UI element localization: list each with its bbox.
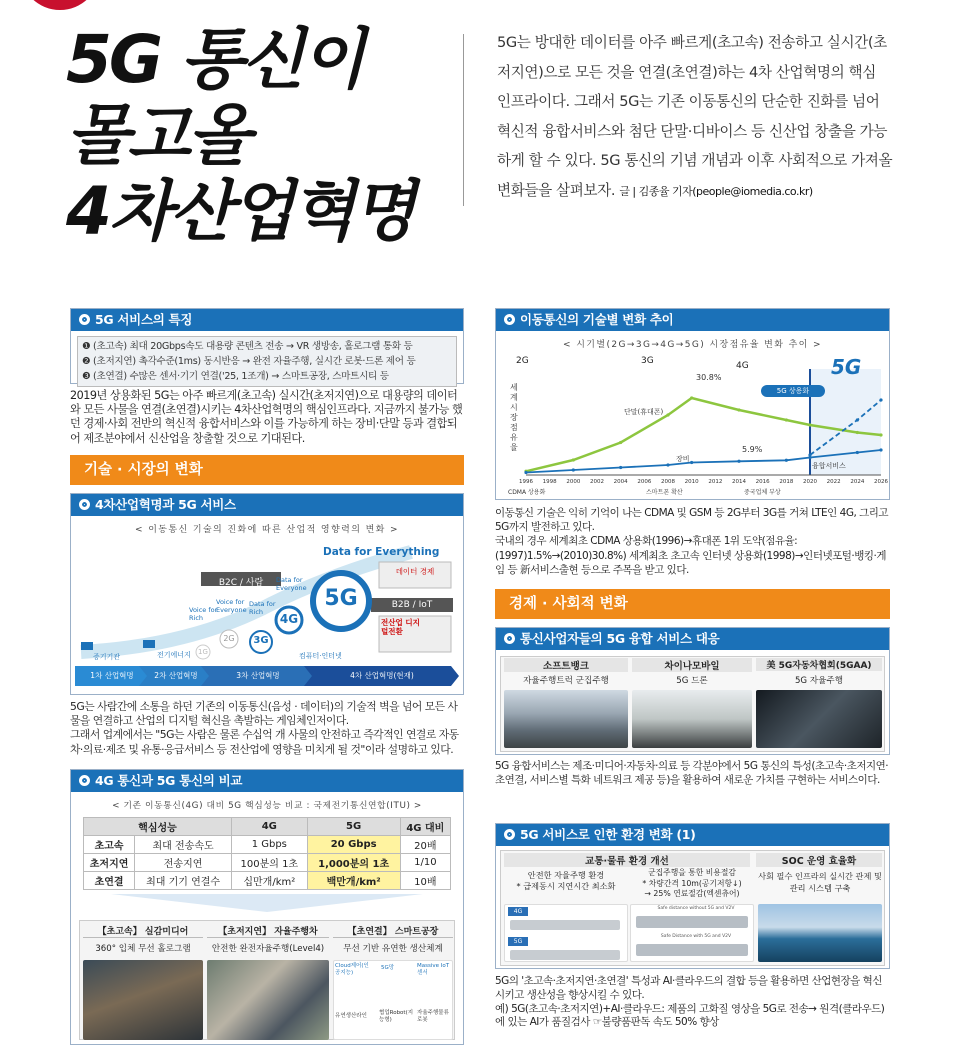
data-point	[737, 460, 740, 463]
revolution-panel	[70, 493, 464, 695]
x-tick-label: 2026	[874, 479, 888, 485]
revolution-heading-text: 4차산업혁명과 5G 서비스	[95, 497, 236, 512]
label-data-everyone: Data for Everyone	[276, 576, 307, 592]
table-cell: 1 Gbps	[231, 836, 307, 854]
env-item: 사회 필수 인프라의 실시간 관제 및 관리 시스템 구축	[758, 871, 882, 893]
series-label: 장비	[676, 455, 690, 463]
series-label: 융합서비스	[812, 462, 846, 470]
features-heading	[71, 309, 463, 331]
card-desc: 무선 기반 유연한 생산체계	[343, 944, 443, 954]
data-point	[737, 408, 740, 411]
drone-photo	[632, 690, 752, 748]
revolution-subtitle: < 이동통신 기술의 진화에 따른 산업적 영향력의 변화 >	[135, 525, 399, 535]
x-tick-label: 2006	[637, 479, 652, 485]
era-4: 4차 산업혁명(현재)	[350, 671, 414, 680]
company-service: 자율주행트럭 군집주행	[523, 676, 609, 686]
pct-label: 30.8%	[696, 373, 722, 382]
feature-item: ❷ (초저지연) 촉각수준(1ms) 동시반응 → 완전 자율주행, 실시간 로봇·드론 제어 등	[82, 356, 416, 367]
x-tick-label: 2022	[826, 479, 841, 485]
autonomous-car-photo	[207, 960, 329, 1040]
env-heading	[496, 824, 889, 846]
electric-icon	[143, 640, 155, 648]
table-cell: 최대 전송속도	[135, 836, 232, 854]
table-cell: 1,000분의 1초	[307, 854, 400, 872]
col-header: 핵심성능	[84, 818, 232, 836]
hologram-photo	[83, 960, 203, 1040]
gen-3g: 3G	[253, 635, 269, 646]
diagram-caption: Safe distance without 5G and V2V	[657, 906, 735, 911]
trend-body: 이동통신 기술은 익히 기억이 나는 CDMA 및 GSM 등 2G부터 3G를 거쳐 LTE인 4G, 그리고 5G까지 발전하고 있다. 국내의 경우 세계최초 CDMA 상용화(1996)→휴대폰 1위 도약(점유율:(1997)1.5%→(2010)30.8%) 세계최초 초고속 인터넷 상용화(1998)→인터넷포털·뱅킹·게임 등 新서비스출현 등으로 주목을 받고 있다.	[495, 507, 889, 576]
data-point	[666, 463, 669, 466]
era-2: 2차 산업혁명	[154, 671, 198, 680]
table-cell: 전송지연	[135, 854, 232, 872]
card-desc: 안전한 완전자율주행(Level4)	[211, 944, 325, 954]
data-point	[879, 433, 882, 436]
trend-panel	[495, 308, 890, 500]
gen-4g: 4G	[279, 612, 299, 626]
factory-label: Massive IoT센서	[417, 963, 450, 976]
road-platoon-2	[636, 944, 748, 956]
table-cell: 최대 기기 연결수	[135, 872, 232, 890]
corner-decoration	[20, 0, 100, 10]
era-1: 1차 산업혁명	[90, 671, 134, 680]
label-data-everything: Data for Everything	[323, 546, 440, 558]
table-row	[84, 854, 451, 872]
table-cell: 백만개/km²	[307, 872, 400, 890]
env-body: 5G의 '초고속·초저지연·초연결' 특성과 AI·클라우드의 결합 등을 활용하면 산업현장을 혁신시키고 생산성을 향상시킬 수 있다. 예) 5G(초고속·초저지연)+AI·클라우드: 제품의 고화질 영상을 5G로 전송→ 원격(클라우드)에 있는 AI가 품질검사 ☞불량품판독 속도 50% 향상	[495, 975, 885, 1029]
data-point	[785, 418, 788, 421]
gen-label: 4G	[736, 361, 749, 371]
compare-table	[83, 817, 451, 890]
feature-item: ❶ (초고속) 최대 20Gbps속도 대용량 콘텐츠 전송 → VR 생방송, 홀로그램 통화 등	[82, 341, 413, 352]
data-point	[690, 461, 693, 464]
col-header: 4G	[231, 818, 307, 836]
env-column-header: 교통·물류 환경 개선	[504, 853, 750, 867]
x-tick-label: 2020	[803, 479, 817, 485]
data-point	[808, 423, 811, 426]
env-heading-text: 5G 서비스로 인한 환경 변화 (1)	[520, 827, 696, 842]
operators-heading-text: 통신사업자들의 5G 융합 서비스 대응	[520, 631, 720, 646]
x-tick-label: 2014	[732, 479, 746, 485]
commercial-badge: 5G 상용화	[761, 385, 825, 397]
title-line-3: 4차산업혁명	[66, 173, 413, 250]
data-point	[690, 396, 693, 399]
env-item: 군집주행을 통한 비용절감 * 차량간격 10m(공기저항↓) → 25% 연료절감(엑센츄어)	[642, 868, 742, 898]
data-point	[856, 431, 859, 434]
gen-label: 2G	[516, 356, 529, 366]
milestone-label: 중국업체 부상	[744, 489, 781, 496]
factory-label: 자율주행물류로봇	[417, 1010, 449, 1023]
operators-heading	[496, 628, 889, 650]
table-cell: 100분의 1초	[231, 854, 307, 872]
x-tick-label: 2004	[613, 479, 628, 485]
revolution-body: 5G는 사람간에 소통을 하던 기존의 이동통신(음성 · 데이터)의 기술적 벽을 넘어 모든 사물을 연결하고 산업의 디지털 혁신을 촉발하는 게임체인저이다. 그래서 업계에서는 "5G는 사람은 물론 수십억 개 사물의 안전하고 즉각적인 연결로 자동차·의료·제조 및 유통·응급서비스 등 전산업에 영향을 미치게 될 것"이라 설명하고 있다.	[70, 700, 459, 756]
gen-1g: 1G	[198, 648, 208, 656]
steam-icon	[81, 642, 93, 650]
factory-label: 유연생산라인	[335, 1013, 367, 1019]
5g-logo: 5G	[831, 355, 862, 379]
trend-ylabel: 세계시장점유율	[510, 383, 518, 452]
compare-heading	[71, 770, 463, 792]
series-label: 단말(휴대폰)	[624, 408, 664, 416]
table-cell: 초고속	[84, 836, 135, 854]
table-row	[84, 872, 451, 890]
env-item: 안전한 자율주행 환경 * 급제동시 지연시간 최소화	[516, 870, 616, 891]
infrastructure-drone-photo	[758, 904, 882, 962]
data-point	[572, 458, 575, 461]
label-data-rich: Data for Rich	[249, 600, 276, 616]
table-cell: 10배	[400, 872, 450, 890]
road-5g	[510, 950, 620, 960]
label-electric: 전기에너지	[157, 651, 191, 659]
pct-label: 5.9%	[742, 445, 763, 454]
truck-platoon-photo	[504, 690, 628, 748]
gen-label: 3G	[641, 356, 654, 366]
env-column-header: SOC 운영 효율화	[756, 853, 882, 867]
table-cell: 20 Gbps	[307, 836, 400, 854]
company-service: 5G 드론	[676, 676, 708, 686]
data-point	[856, 418, 859, 421]
table-cell: 초저지연	[84, 854, 135, 872]
intro-text: 5G는 방대한 데이터를 아주 빠르게(초고속) 전송하고 실시간(초저지연)으로 모든 것을 연결(초연결)하는 4차 산업혁명의 핵심 인프라이다. 그래서 5G는 기존 이동통신의 단순한 진화를 넘어 혁신적 융합서비스와 첨단 단말·디바이스 등 신산업 창출을 가능하게 할 수 있다. 5G 통신의 기념 개념과 이후 사회적으로 가져올 변화들을 살펴보자.	[497, 34, 893, 199]
company-name: 차이나모바일	[632, 658, 752, 672]
label-b2b: B2B / IoT	[391, 600, 433, 610]
col-header: 5G	[307, 818, 400, 836]
trend-heading-text: 이동통신의 기술별 변화 추이	[520, 312, 674, 327]
data-point	[856, 451, 859, 454]
diagram-4g-tag: 4G	[508, 907, 528, 916]
intro-paragraph	[497, 28, 893, 206]
x-tick-label: 2018	[779, 479, 794, 485]
x-tick-label: 2012	[708, 479, 723, 485]
down-arrow	[71, 892, 463, 914]
milestone-label: 스마트폰 확산	[646, 489, 683, 496]
data-point	[572, 468, 575, 471]
label-b2c: B2C / 사람	[218, 578, 264, 588]
env-panel	[495, 823, 890, 969]
label-digital: 전산업 디지털전환	[381, 618, 420, 636]
compare-heading-text: 4G 통신과 5G 통신의 비교	[95, 773, 243, 788]
gen-2g: 2G	[223, 634, 235, 643]
road-4g	[510, 920, 620, 930]
road-platoon-1	[636, 916, 748, 928]
x-tick-label: 1998	[542, 479, 557, 485]
trend-subtitle: < 시기별(2G→3G→4G→5G) 시장점유율 변화 추이 >	[563, 340, 822, 350]
data-point	[808, 453, 811, 456]
table-cell: 20배	[400, 836, 450, 854]
factory-label: 협업Robot(지능형)	[379, 1010, 414, 1023]
label-voice-rich: Voice for Rich	[189, 606, 218, 622]
diagram-5g-tag: 5G	[508, 937, 528, 946]
diagram-caption: Safe Distance with 5G and V2V	[660, 934, 732, 939]
compare-panel	[70, 769, 464, 1045]
compare-subtitle: < 기존 이동통신(4G) 대비 5G 핵심성능 비교 : 국제전기통신연합(ITU) >	[112, 801, 422, 811]
feature-item: ❸ (초연결) 수많은 센서·기기 연결('25, 1조개) → 스마트공장, 스마트시티 등	[82, 371, 389, 382]
label-voice-everyone: Voice for Everyone	[216, 598, 247, 614]
card-title: 【초고속】 실감미디어	[83, 924, 203, 938]
company-service: 5G 자율주행	[794, 676, 844, 686]
data-point	[785, 459, 788, 462]
factory-label: 5G망	[381, 965, 395, 971]
data-point	[619, 441, 622, 444]
byline: 글 | 김종율 기자(people@iomedia.co.kr)	[619, 184, 813, 198]
x-tick-label: 1996	[519, 479, 533, 485]
company-name: 美 5G자동차협회(5GAA)	[756, 658, 882, 671]
x-tick-label: 2008	[661, 479, 675, 485]
data-point	[666, 413, 669, 416]
self-driving-photo	[756, 690, 882, 748]
card-title: 【초연결】 스마트공장	[333, 924, 453, 938]
company-name: 소프트뱅크	[504, 658, 628, 672]
features-list	[77, 336, 457, 387]
label-data-economy: 데이터 경제	[395, 567, 435, 576]
label-steam: 증기기관	[93, 653, 121, 661]
section-economy: 경제 · 사회적 변화	[495, 589, 890, 619]
title-line-2: 몰고올	[66, 97, 249, 174]
gen-5g: 5G	[324, 586, 358, 611]
operators-body: 5G 융합서비스는 제조·미디어·자동차·의료 등 각분야에서 5G 통신의 특성(초고속·초저지연·초연결, 서비스별 특화 네트워크 제공 등)을 활용하여 새로운 가치를 구현하는 서비스이다.	[495, 760, 889, 787]
x-tick-label: 2024	[850, 479, 865, 485]
data-point	[879, 448, 882, 451]
card-desc: 360° 입체 무선 홀로그램	[95, 944, 191, 954]
era-3: 3차 산업혁명	[236, 671, 280, 680]
x-tick-label: 2016	[755, 479, 770, 485]
table-cell: 초연결	[84, 872, 135, 890]
table-header-row	[84, 818, 451, 836]
table-cell: 1/10	[400, 854, 450, 872]
operators-panel	[495, 627, 890, 755]
data-point	[619, 466, 622, 469]
trend-heading	[496, 309, 889, 331]
table-cell: 십만개/km²	[231, 872, 307, 890]
data-point	[524, 471, 527, 474]
milestone-label: CDMA 상용화	[508, 489, 546, 496]
section-tech-market: 기술 · 시장의 변화	[70, 455, 464, 485]
table-row	[84, 836, 451, 854]
label-computer: 컴퓨터·인터넷	[299, 652, 342, 660]
features-heading-text: 5G 서비스의 특징	[95, 312, 193, 327]
revolution-heading	[71, 494, 463, 516]
compare-table-wrap	[83, 817, 451, 890]
x-tick-label: 2010	[684, 479, 699, 485]
x-tick-label: 2000	[566, 479, 581, 485]
data-point	[879, 398, 882, 401]
title-line-1: 5G 통신이	[66, 21, 363, 98]
card-title: 【초저지연】 자율주행차	[207, 924, 329, 938]
features-body: 2019년 상용화된 5G는 아주 빠르게(초고속) 실시간(초저지연)으로 대용량의 데이터와 모든 사물을 연결(초연결)시키는 4차산업혁명의 핵심인프라다. 지금까지 불가능 했던 경제·사회 전반의 혁신적 융합서비스와 이를 가능하게 하는 장비·단말 등과 결합되어 제조분야에서 신산업을 창출할 것으로 기대된다.	[70, 389, 463, 445]
features-panel	[70, 308, 464, 384]
article-title	[66, 22, 413, 250]
col-header: 4G 대비	[400, 818, 450, 836]
x-tick-label: 2002	[590, 479, 604, 485]
factory-label: Cloud제어(인공지능)	[335, 963, 369, 976]
divider	[463, 34, 464, 206]
